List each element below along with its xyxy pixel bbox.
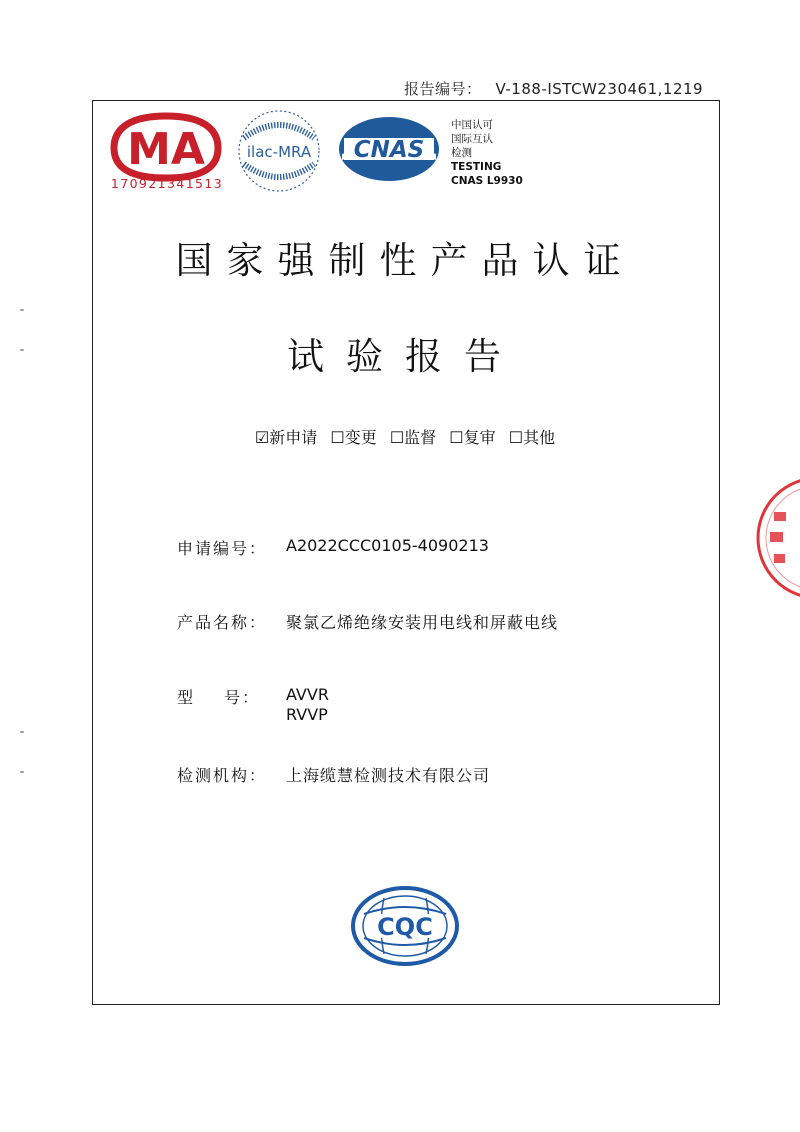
ilac-mra-logo — [232, 108, 326, 194]
report-number — [404, 78, 703, 99]
document-subtitle: 试验报告 — [287, 335, 523, 378]
product-name-label: 产品名称： — [177, 613, 268, 632]
cqc-logo — [350, 884, 460, 968]
cqc-logo-text: CQC — [377, 913, 433, 941]
checkbox-empty-icon: ☐ — [330, 428, 345, 447]
checkbox-empty-icon: ☐ — [389, 428, 405, 447]
cnas-line-1: 中国认可 — [451, 119, 493, 131]
checkbox-empty-icon: ☐ — [449, 428, 464, 447]
scan-speck — [20, 731, 24, 733]
option-change: ☐变更 — [330, 428, 377, 447]
application-no-label: 申请编号： — [177, 539, 268, 558]
option-other: ☐其他 — [508, 428, 556, 447]
option-review: ☐复审 — [449, 428, 496, 447]
cma-letters: MA — [127, 124, 205, 175]
document-title: 国家强制性产品认证 — [175, 239, 635, 282]
option-new-application: ☑新申请 — [254, 428, 318, 447]
cnas-logo-text: CNAS — [353, 137, 425, 163]
testing-org-label: 检测机构： — [177, 766, 268, 785]
testing-org-value: 上海缆慧检测技术有限公司 — [286, 766, 491, 785]
report-number-label: 报告编号： — [404, 80, 482, 98]
scan-speck — [20, 349, 24, 351]
model-value-1: AVVR — [286, 685, 329, 704]
cnas-line-5: CNAS L9930 — [451, 175, 523, 187]
application-type-options — [92, 425, 718, 448]
report-number-value: V-188-ISTCW230461,1219 — [495, 80, 704, 98]
product-name-value: 聚氯乙烯绝缘安装用电线和屏蔽电线 — [286, 613, 559, 632]
red-seal-stamp — [752, 476, 800, 600]
scan-speck — [20, 309, 24, 311]
checkbox-checked-icon: ☑ — [254, 428, 270, 447]
ilac-text: ilac-MRA — [246, 143, 312, 161]
cnas-line-4: TESTING — [451, 161, 502, 173]
option-supervision: ☐监督 — [389, 428, 437, 447]
cnas-line-2: 国际互认 — [451, 133, 493, 145]
application-no-value: A2022CCC0105-4090213 — [286, 536, 489, 555]
cma-code: 170921341513 — [110, 176, 224, 191]
model-value-2: RVVP — [286, 705, 328, 724]
cnas-accreditation-text — [451, 118, 523, 188]
cnas-logo — [336, 114, 442, 184]
model-label: 型 号： — [177, 688, 261, 707]
checkbox-empty-icon: ☐ — [508, 428, 524, 447]
cnas-line-3: 检测 — [451, 147, 472, 159]
scan-speck — [20, 771, 24, 773]
